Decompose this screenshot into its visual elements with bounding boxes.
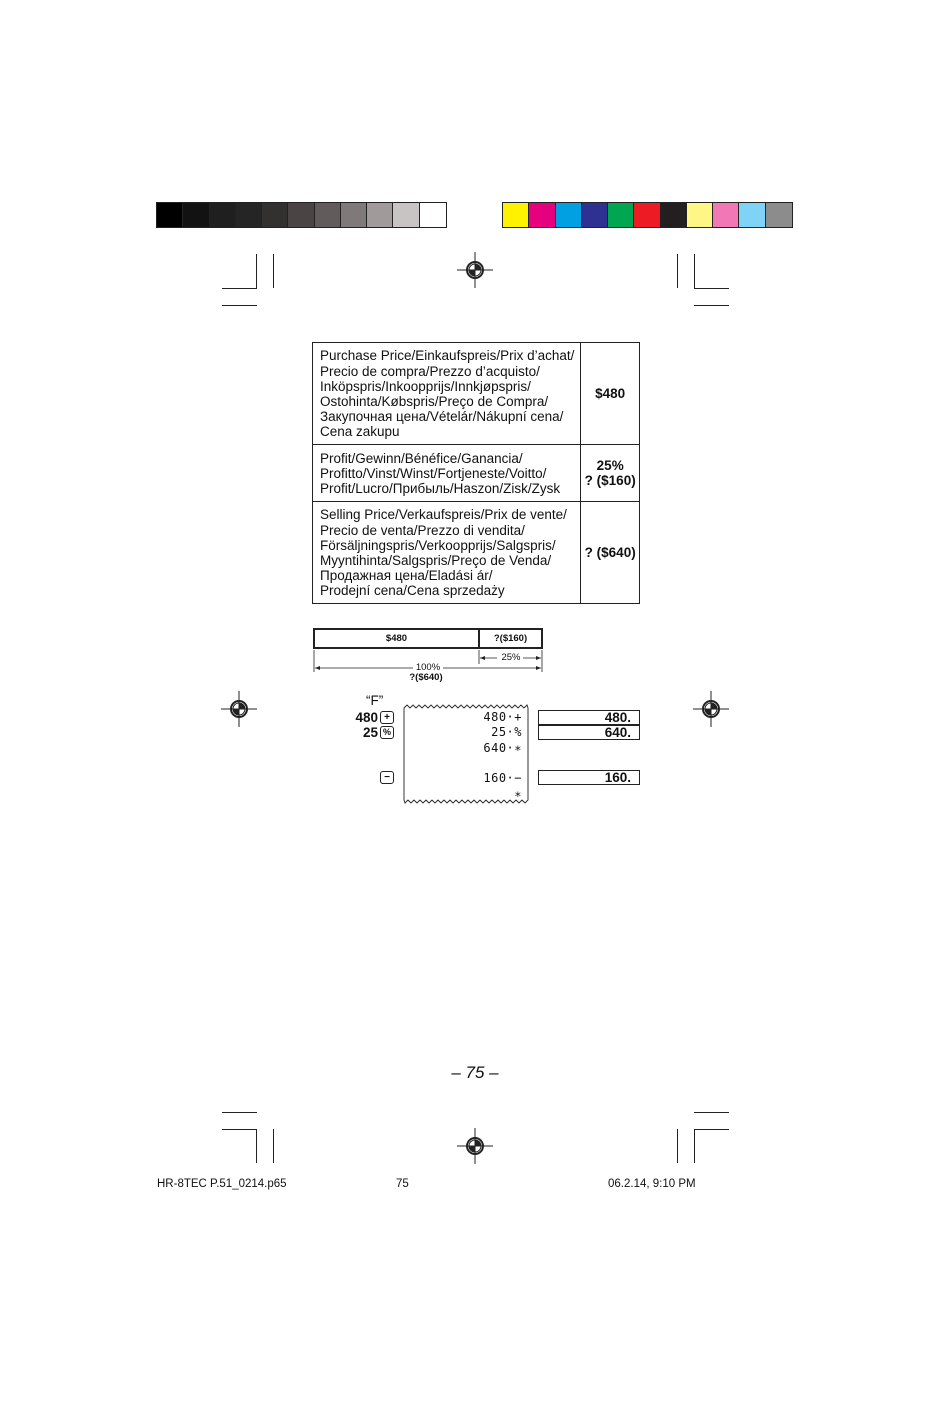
label-line: Profit/Gewinn/Bénéfice/Ganancia/ [320, 450, 523, 466]
grayscale-color-bar [156, 202, 447, 228]
crop-mark [694, 1129, 729, 1130]
crop-mark [677, 1129, 678, 1163]
table-row [313, 445, 640, 502]
color-swatch [236, 203, 262, 227]
registration-mark-icon [457, 252, 493, 288]
label-line: Precio de venta/Prezzo di vendita/ [320, 522, 525, 538]
label-line: Ostohinta/Købspris/Preço de Compra/ [320, 394, 549, 409]
registration-mark-icon [457, 1128, 493, 1164]
color-swatch [315, 203, 341, 227]
diagram-profit-percent: 25% [501, 652, 521, 663]
color-swatch [634, 203, 660, 227]
diagram-purchase-label: $480 [385, 633, 408, 644]
value-line: ? ($640) [584, 544, 636, 560]
label-line: Закупочная цена/Vételár/Nákupní cena/ [320, 409, 564, 425]
purchase-price-label [313, 343, 581, 445]
crop-mark [694, 1112, 729, 1113]
crop-mark [273, 254, 274, 288]
profit-label [313, 445, 581, 502]
color-swatch [687, 203, 713, 227]
color-swatch [766, 203, 792, 227]
profit-value [581, 445, 640, 502]
crop-mark [694, 305, 729, 306]
crop-mark [222, 1129, 257, 1130]
registration-mark-icon [221, 691, 257, 727]
color-swatch [608, 203, 634, 227]
label-line: Inköpspris/Inkoopprijs/Innkjøpspris/ [320, 378, 531, 394]
minus-key-icon: − [380, 771, 394, 784]
keystroke-value: 25 [362, 725, 378, 740]
label-line: Profit/Lucro/Прибыль/Haszon/Zisk/Zysk [320, 481, 561, 497]
plus-key-icon: + [380, 711, 394, 724]
crop-mark [222, 305, 257, 306]
tape-line: 480·+ [483, 710, 522, 724]
crop-mark [222, 1112, 257, 1113]
crop-mark [256, 254, 257, 288]
label-line: Продажная цена/Eladási ár/ [320, 568, 493, 584]
display-readout: 480. [538, 710, 640, 725]
color-swatch [529, 203, 555, 227]
display-readout: 640. [538, 725, 640, 740]
table-row [313, 343, 640, 445]
keystroke-value: 480 [355, 710, 378, 725]
value-line: 25% [596, 457, 624, 473]
tape-line: 160·− [483, 771, 522, 785]
diagram-total-percent: 100% [415, 662, 441, 673]
label-line: Prodejní cena/Cena sprzedaży [320, 583, 505, 599]
crop-mark [694, 254, 695, 288]
footer-file-name: HR-8TEC P.51_0214.p65 [157, 1178, 287, 1190]
price-table [312, 342, 640, 604]
label-line: Precio de compra/Prezzo d’acquisto/ [320, 363, 540, 379]
value-line: $480 [595, 385, 626, 401]
crop-mark [694, 1129, 695, 1163]
crop-mark [273, 1129, 274, 1163]
display-readout: 160. [538, 770, 640, 785]
selling-price-label [313, 502, 581, 604]
page-number: – 75 – [451, 1063, 499, 1082]
crop-mark [677, 254, 678, 288]
color-swatch [262, 203, 288, 227]
footer-page: 75 [396, 1178, 409, 1190]
label-line: Myyntihinta/Salgspris/Preço de Venda/ [320, 553, 552, 568]
process-color-bar [502, 202, 793, 228]
mode-label: “F” [366, 693, 384, 708]
crop-mark [256, 1129, 257, 1163]
diagram-profit-label: ?($160) [493, 633, 528, 644]
color-swatch [420, 203, 446, 227]
crop-mark [694, 288, 729, 289]
footer-datetime: 06.2.14, 9:10 PM [608, 1178, 696, 1190]
label-line: Selling Price/Verkaufspreis/Prix de vente/ [320, 507, 567, 523]
label-line: Cena zakupu [320, 424, 400, 440]
diagram-purchase-box [313, 628, 480, 649]
color-swatch [183, 203, 209, 227]
color-swatch [661, 203, 687, 227]
color-swatch [288, 203, 314, 227]
color-swatch [556, 203, 582, 227]
diagram-total-value: ?($640) [409, 672, 443, 683]
diagram-profit-box [478, 628, 543, 649]
selling-price-value [581, 502, 640, 604]
tape-line: 640·∗ [483, 741, 522, 755]
color-swatch [503, 203, 529, 227]
color-swatch [713, 203, 739, 227]
percent-key-icon: % [380, 726, 394, 739]
color-swatch [341, 203, 367, 227]
table-row [313, 502, 640, 604]
tape-line: 25·% [491, 725, 522, 739]
color-swatch [157, 203, 183, 227]
crop-mark [222, 288, 257, 289]
registration-mark-icon [693, 691, 729, 727]
color-swatch [582, 203, 608, 227]
color-swatch [210, 203, 236, 227]
value-line: ? ($160) [584, 473, 636, 488]
tape-line: ∗ [514, 787, 522, 801]
label-line: Försäljningspris/Verkoopprijs/Salgspris/ [320, 537, 556, 553]
color-swatch [367, 203, 393, 227]
purchase-price-value [581, 343, 640, 445]
label-line: Purchase Price/Einkaufspreis/Prix d’achat/ [320, 348, 575, 364]
color-swatch [393, 203, 419, 227]
label-line: Profitto/Vinst/Winst/Fortjeneste/Voitto/ [320, 465, 547, 481]
color-swatch [739, 203, 765, 227]
